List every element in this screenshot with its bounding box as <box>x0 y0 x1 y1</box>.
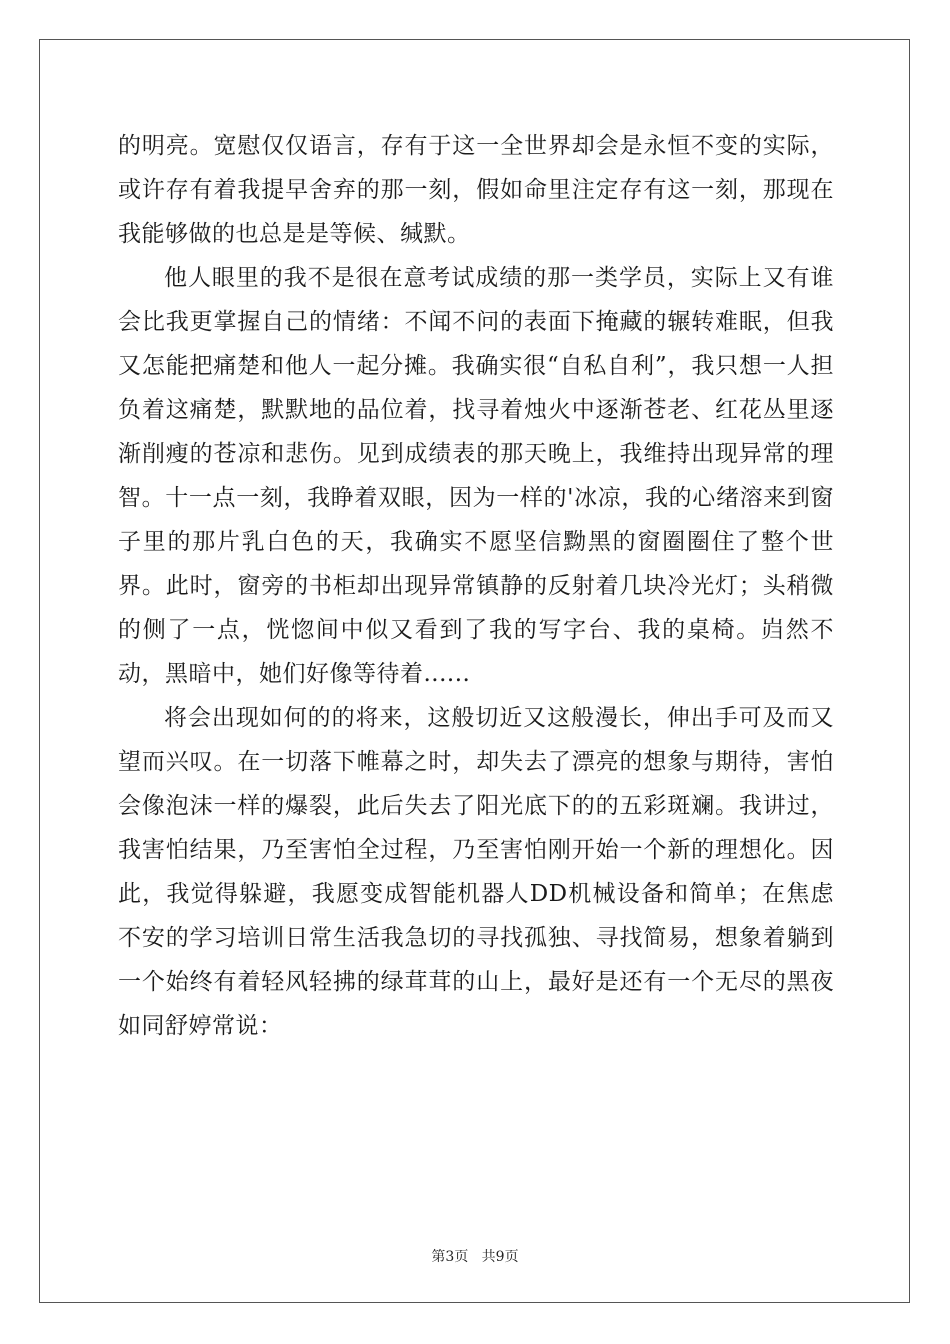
document-body <box>118 124 834 1048</box>
paragraph-1: 的明亮。宽慰仅仅语言，存有于这一全世界却会是永恒不变的实际，或许存有着我提早舍弃的那一刻，假如命里注定存有这一刻，那现在我能够做的也总是是等候、缄默。 <box>118 133 834 247</box>
paragraph-3: 将会出现如何的的将来，这般切近又这般漫长，伸出手可及而又望而兴叹。在一切落下帷幕之时，却失去了漂亮的想象与期待，害怕会像泡沫一样的爆裂，此后失去了阳光底下的的五彩斑斓。我讲过，我害怕结果，乃至害怕全过程，乃至害怕刚开始一个新的理想化。因此，我觉得躲避，我愿变成智能机器人DD机械设备和简单；在焦虑不安的学习培训日常生活我急切的寻找孤独、寻找简易，想象着躺到一个始终有着轻风轻拂的绿茸茸的山上，最好是还有一个无尽的黑夜如同舒婷常说： <box>118 705 834 1039</box>
page-number-footer: 第3页 共9页 <box>431 1249 519 1265</box>
paragraph-2: 他人眼里的我不是很在意考试成绩的那一类学员，实际上又有谁会比我更掌握自己的情绪：不闻不问的表面下掩藏的辗转难眠，但我又怎能把痛楚和他人一起分摊。我确实很“自私自利”，我只想一人担负着这痛楚，默默地的品位着，找寻着烛火中逐渐苍老、红花丛里逐渐削瘦的苍凉和悲伤。见到成绩表的那天晚上，我维持出现异常的理智。十一点一刻，我睁着双眼，因为一样的'冰凉，我的心绪溶来到窗子里的那片乳白色的天，我确实不愿坚信黝黑的窗圈圈住了整个世界。此时，窗旁的书柜却出现异常镇静的反射着几块冷光灯；头稍微的侧了一点，恍惚间中似又看到了我的写字台、我的桌椅。岿然不动，黑暗中，她们好像等待着...... <box>118 265 834 687</box>
